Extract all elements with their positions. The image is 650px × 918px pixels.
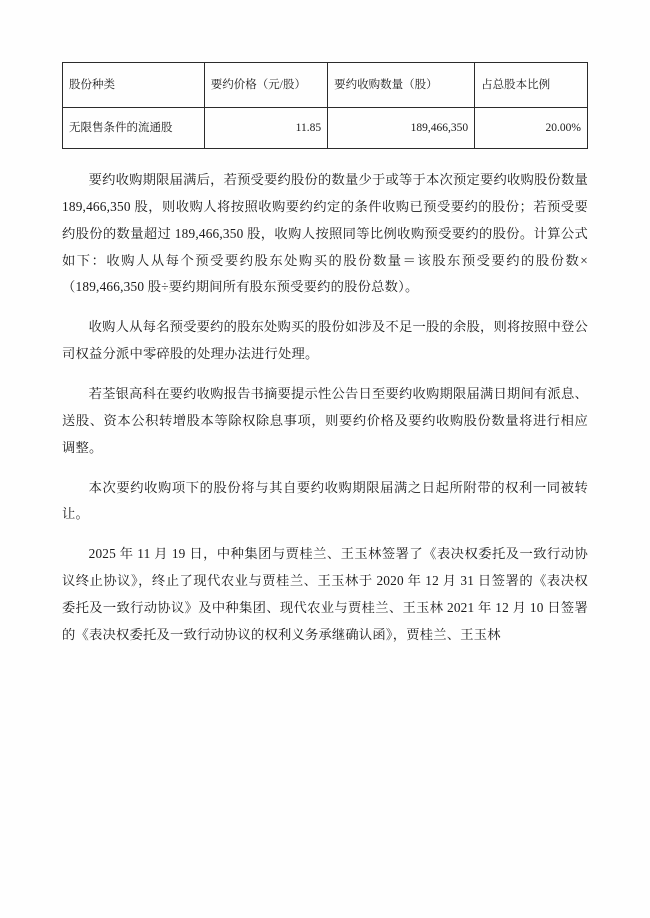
- paragraph-price-adjustment: 若荃银高科在要约收购报告书摘要提示性公告日至要约收购期限届满日期间有派息、送股、资本公积转增股本等除权除息事项，则要约价格及要约收购股份数量将进行相应调整。: [62, 386, 588, 455]
- cell-share-type: 无限售条件的流通股: [63, 108, 205, 149]
- cell-offer-quantity: 189,466,350: [328, 108, 475, 149]
- table-header-capital-ratio: 占总股本比例: [475, 63, 588, 108]
- table-row: [63, 108, 588, 149]
- table-header-share-type: 股份种类: [63, 63, 205, 108]
- table-header-offer-quantity: 要约收购数量（股）: [328, 63, 475, 108]
- paragraph-voting-agreement-termination: 2025 年 11 月 19 日，中种集团与贾桂兰、王玉林签署了《表决权委托及一致行动协议终止协议》，终止了现代农业与贾桂兰、王玉林于 2020 年 12 月 31 日签署的《表决权委托及一致行动协议》及中种集团、现代农业与贾桂兰、王玉林 2021 年 12 月 10 日签署的《表决权委托及一致行动协议的权利义务承继确认函》，贾桂兰、王玉林: [62, 546, 588, 642]
- table-header-offer-price: 要约价格（元/股）: [204, 63, 327, 108]
- table-header-row: [63, 63, 588, 108]
- cell-capital-ratio: 20.00%: [475, 108, 588, 149]
- paragraph-odd-lot-handling: 收购人从每名预受要约的股东处购买的股份如涉及不足一股的余股，则将按照中登公司权益分派中零碎股的处理办法进行处理。: [62, 319, 588, 362]
- offer-summary-table: [62, 62, 588, 149]
- paragraph-offer-settlement: 要约收购期限届满后，若预受要约股份的数量少于或等于本次预定要约收购股份数量 189,466,350 股，则收购人将按照收购要约约定的条件收购已预受要约的股份；若预受要约股份的数量超过 189,466,350 股，收购人按照同等比例收购预受要约的股份。计算公式如下：收购人从每个预受要约股东处购买的股份数量＝该股东预受要约的股份数×（189,466,350 股÷要约期间所有股东预受要约的股份总数）。: [62, 172, 588, 295]
- cell-offer-price: 11.85: [204, 108, 327, 149]
- paragraph-rights-transfer: 本次要约收购项下的股份将与其自要约收购期限届满之日起所附带的权利一同被转让。: [62, 479, 588, 522]
